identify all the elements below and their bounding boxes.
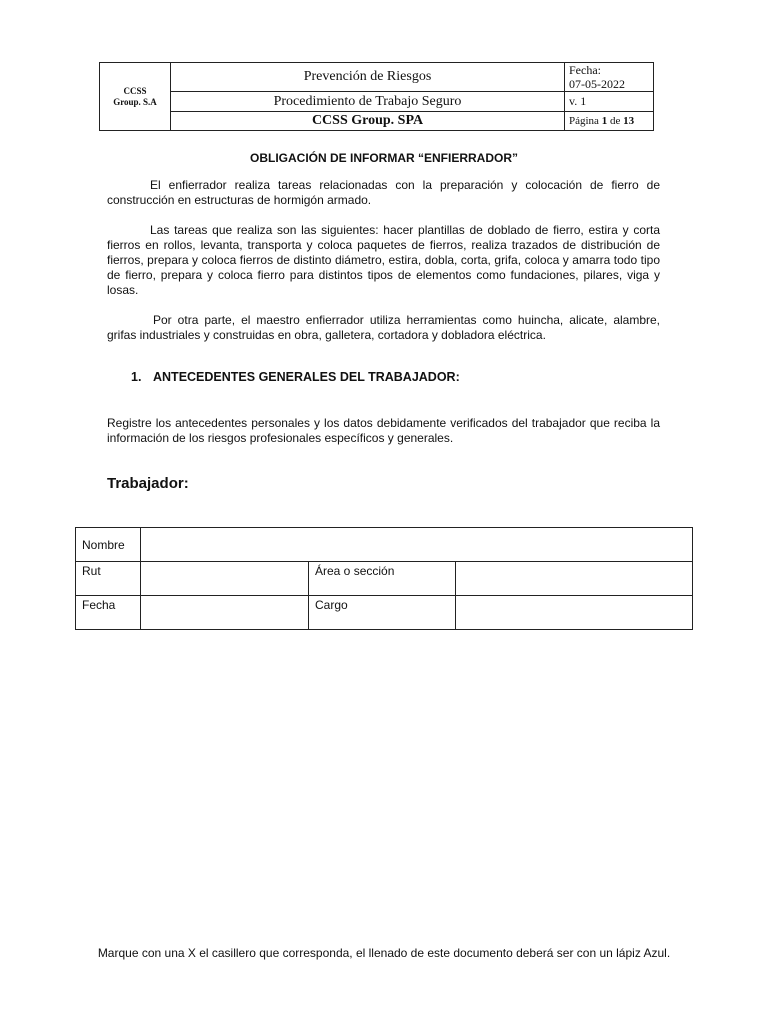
name-label: Nombre [76,528,141,562]
document-title: OBLIGACIÓN DE INFORMAR “ENFIERRADOR” [250,151,518,165]
company-logo-text [100,63,171,131]
company-short-2: Group. S.A [113,96,157,107]
date-row-label: Fecha [76,596,141,630]
paragraph-1: El enfierrador realiza tareas relacionadas con la preparación y colocación de fierro de construcción en estructuras de hormigón armado. [107,178,660,207]
worker-table [75,527,693,630]
header-procedure: Procedimiento de Trabajo Seguro [171,92,565,112]
header-title: Prevención de Riesgos [171,63,565,92]
paragraph-3: Por otra parte, el maestro enfierrador utiliza herramientas como huincha, alicate, alambre, grifas industriales y construidas en obra, galletera, cortadora y dobladora eléctrica. [107,313,660,342]
page-word: Página [569,115,599,127]
section-text: Registre los antecedentes personales y los datos debidamente verificados del trabajador que reciba la información de los riesgos profesionales específicos y generales. [107,416,660,445]
document-header [99,62,654,131]
section-heading [131,370,460,384]
page-total: 13 [623,115,635,127]
name-field[interactable] [141,528,693,562]
header-date-cell [565,63,654,92]
header-version: v. 1 [565,92,654,112]
rut-field[interactable] [141,562,309,596]
cargo-field[interactable] [456,596,693,630]
footer-note: Marque con una X el casillero que corresponda, el llenado de este documento deberá ser con un lápiz Azul. [97,946,671,960]
company-short: CCSS [123,85,147,96]
rut-label: Rut [76,562,141,596]
area-label: Área o sección [309,562,456,596]
section-title: ANTECEDENTES GENERALES DEL TRABAJADOR: [153,370,460,384]
worker-heading: Trabajador: [107,475,189,492]
date-label: Fecha: [569,63,601,77]
cargo-label: Cargo [309,596,456,630]
area-field[interactable] [456,562,693,596]
header-page [565,112,654,131]
page-current: 1 [601,115,608,127]
date-value: 07-05-2022 [569,77,625,91]
paragraph-2: Las tareas que realiza son las siguientes: hacer plantillas de doblado de fierro, estira y corta fierros en rollos, levanta, transporta y coloca paquetes de fierros, realiza trazados de distribución de fierros, prepara y coloca fierros de distinto diámetro, estira, dobla, corta, grifa, coloca y amarra todo tipo de fierro, prepara y coloca fierro para distintos tipos de elementos como fundaciones, pilares, viga y losas. [107,223,660,297]
header-company-name: CCSS Group. SPA [171,112,565,131]
page-of: de [609,115,621,127]
date-field[interactable] [141,596,309,630]
section-number: 1. [131,370,142,384]
